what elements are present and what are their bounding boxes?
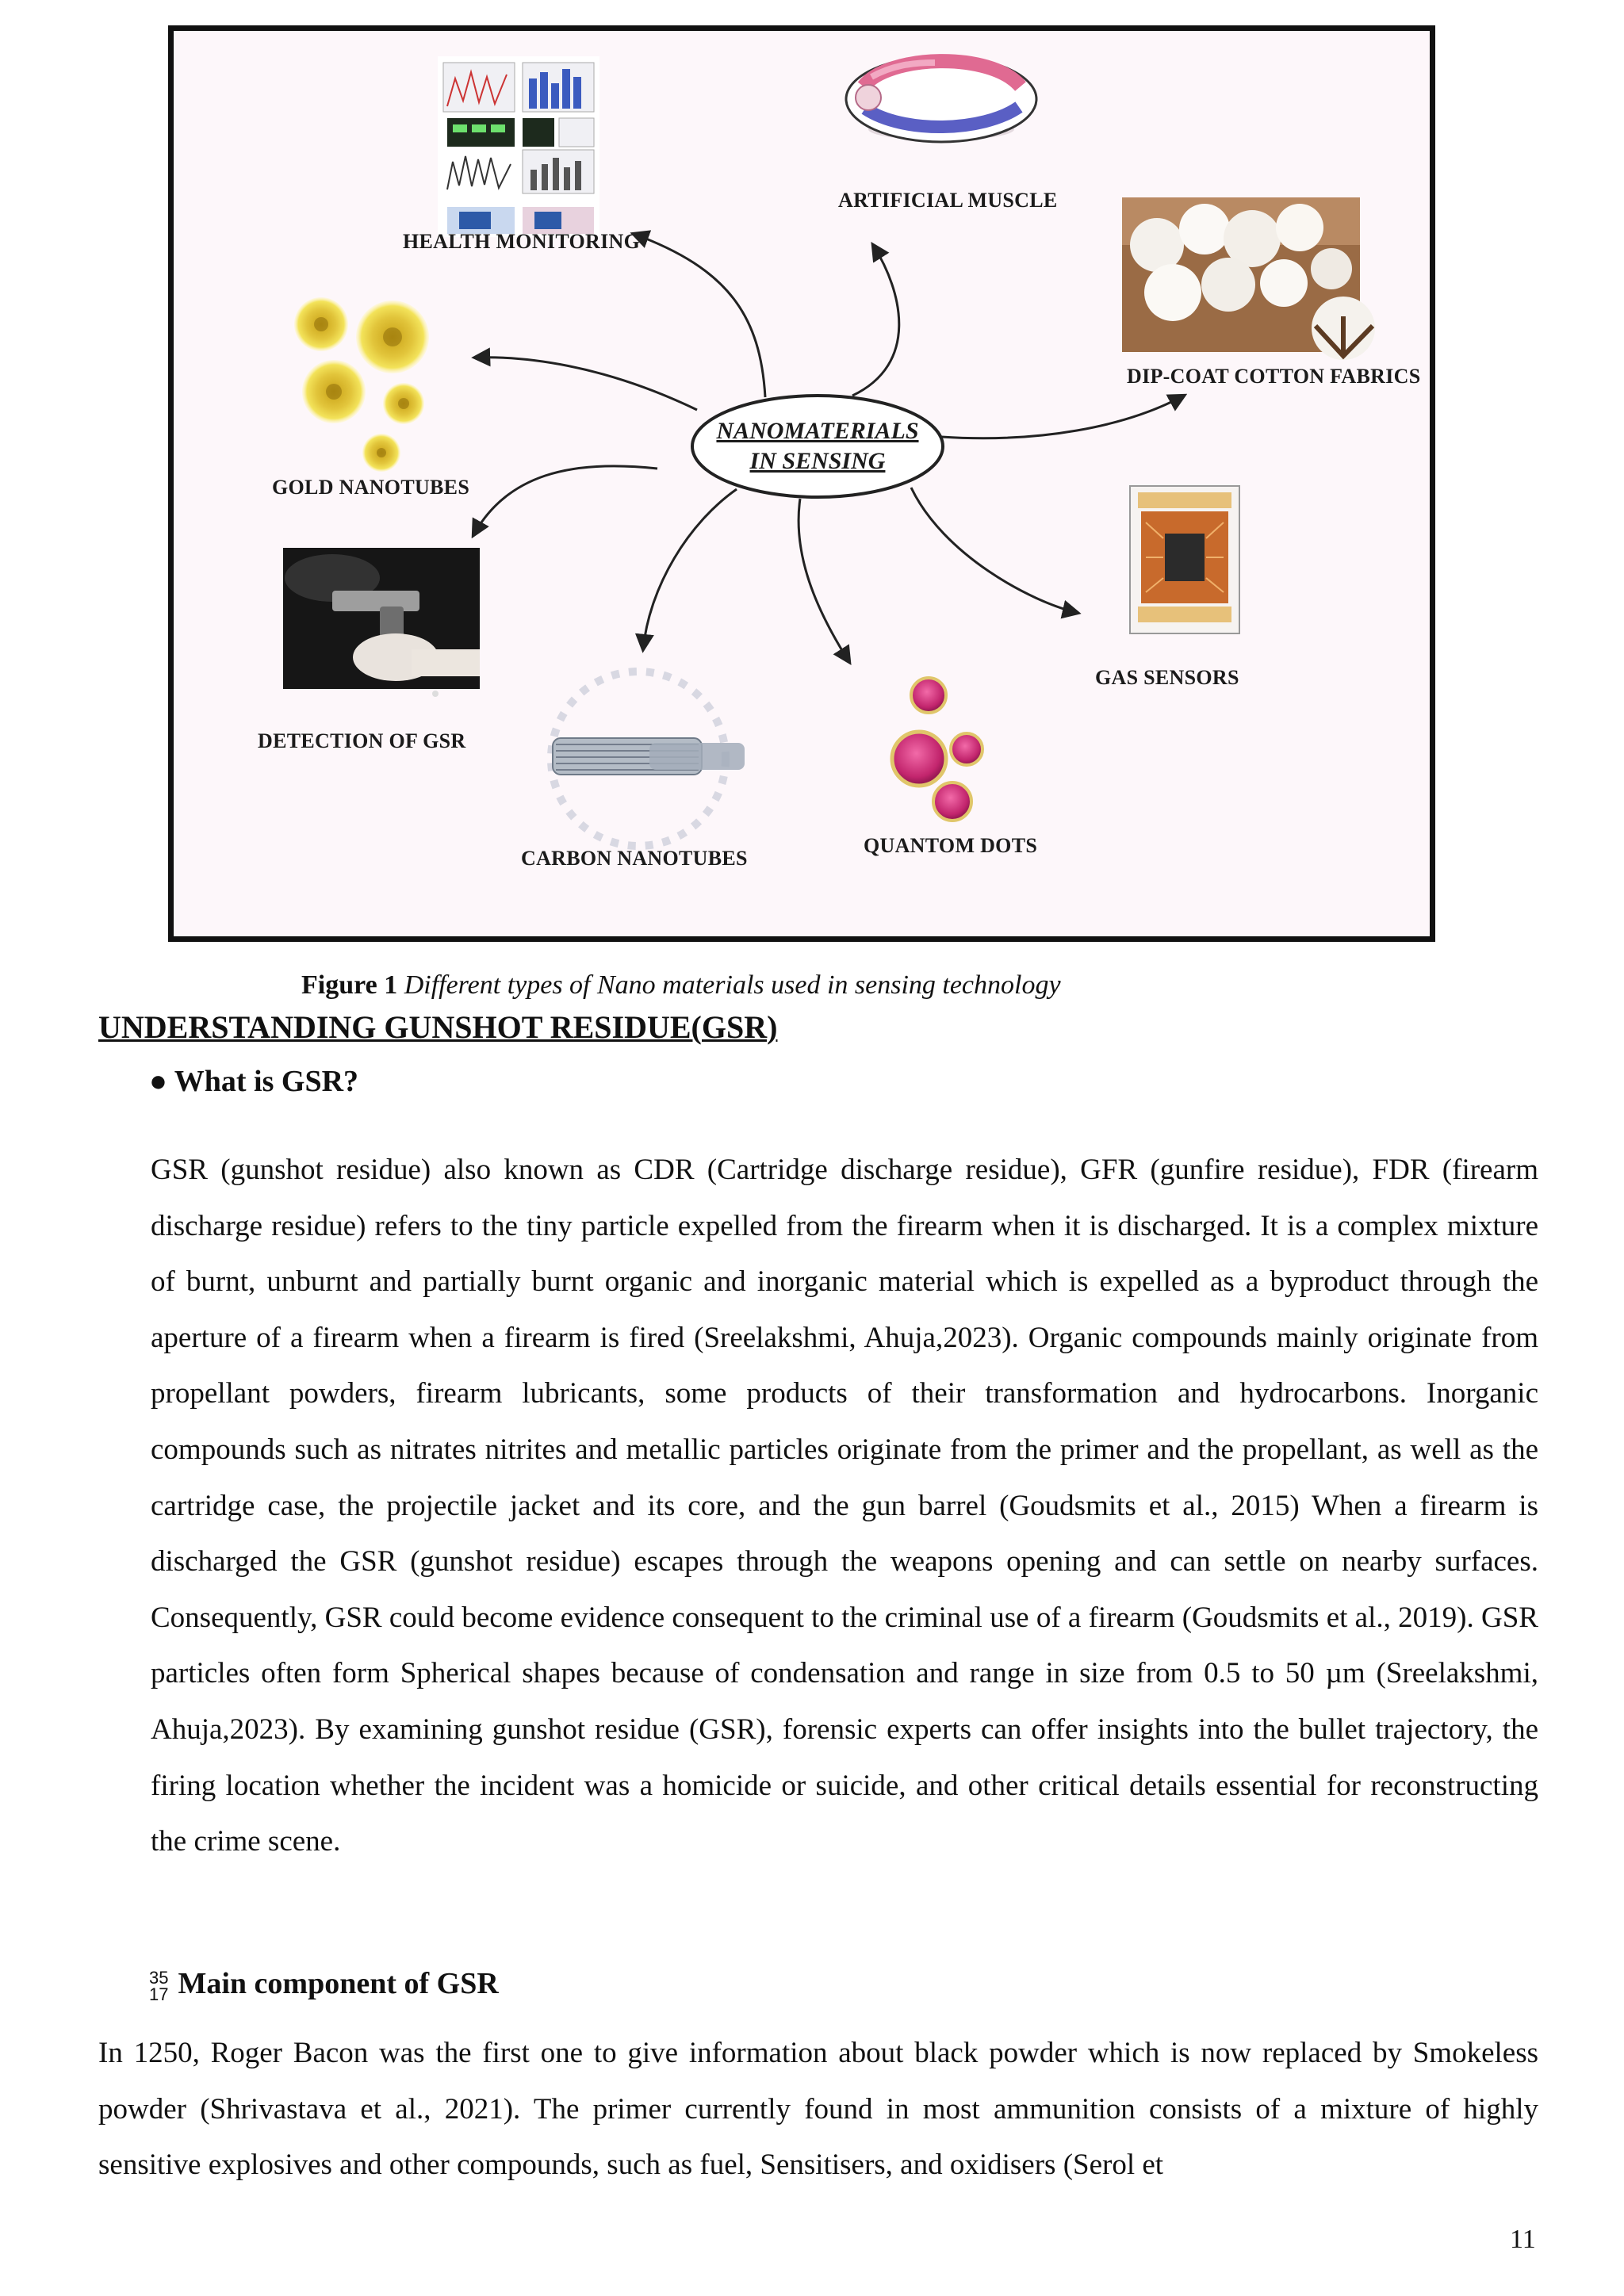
center-title-line1: NANOMATERIALS	[716, 418, 919, 444]
isotope-number: 17	[149, 1984, 169, 2005]
subheading-main-component	[149, 1966, 499, 2003]
arrow-muscle	[852, 245, 899, 396]
artificial-muscle-image	[846, 56, 1036, 142]
arrow-gsr	[473, 466, 657, 535]
label-detection-of-gsr: DETECTION OF GSR	[258, 729, 466, 752]
center-node	[692, 396, 943, 497]
label-carbon-nanotubes: CARBON NANOTUBES	[521, 847, 748, 870]
page-number: 11	[1510, 2225, 1536, 2254]
section-title: UNDERSTANDING GUNSHOT RESIDUE(GSR)	[98, 1009, 778, 1045]
label-quantom-dots: QUANTOM DOTS	[864, 834, 1038, 857]
paragraph-main-component: In 1250, Roger Bacon was the first one to give information about black powder which is now replaced by Smokeless powder (Shrivastava et al., 2021). The primer currently found in most ammunition consists of a mixture of highly sensitive explosives and other compounds, such as fuel, Sensitisers, and oxidisers (Serol et	[98, 2037, 1538, 2182]
arrow-quantum	[799, 499, 849, 662]
carbon-nanotubes-image	[551, 672, 745, 846]
label-gold-nanotubes: GOLD NANOTUBES	[272, 476, 470, 499]
health-monitoring-image	[438, 56, 599, 237]
figure-caption-text: Different types of Nano materials used in sensing technology	[404, 970, 1061, 1000]
figure-caption	[301, 970, 1061, 1001]
paragraph-what-is-gsr: GSR (gunshot residue) also known as CDR (Cartridge discharge residue), GFR (gunfire residue), FDR (firearm discharge residue) refers to the tiny particle expelled from the firearm when it is discharged. It is a complex mixture of burnt, unburnt and partially burnt organic and inorganic material which is expelled as a byproduct through the aperture of a firearm when a firearm is fired (Sreelakshmi, Ahuja,2023). Organic compounds mainly originate from propellant powders, firearm lubricants, some products of their transformation and hydrocarbons. Inorganic compounds such as nitrates nitrites and metallic particles originate from the primer and the propellant, as well as the cartridge case, the projectile jacket and its core, and the gun barrel (Goudsmits et al., 2015) When a firearm is discharged the GSR (gunshot residue) escapes through the weapons opening and can settle on nearby surfaces. Consequently, GSR could become evidence consequent to the criminal use of a firearm (Goudsmits et al., 2019). GSR particles often form Spherical shapes because of condensation and range in size from 0.5 to 50 µm (Sreelakshmi, Ahuja,2023). By examining gunshot residue (GSR), forensic experts can offer insights into the bullet trajectory, the firing location whether the incident was a homicide or suicide, and other critical details essential for reconstructing the crime scene.	[151, 1154, 1538, 1858]
isotope-mass: 35	[149, 1968, 169, 1988]
label-gas-sensors: GAS SENSORS	[1095, 666, 1239, 689]
arrow-health	[634, 234, 765, 397]
center-title-line2: IN SENSING	[749, 448, 886, 474]
figure-diagram	[174, 31, 1430, 936]
figure-caption-label: Figure 1	[301, 970, 398, 1000]
gold-nanotubes-image	[294, 297, 429, 472]
label-dip-coat-cotton: DIP-COAT COTTON FABRICS	[1127, 365, 1421, 388]
label-artificial-muscle: ARTIFICIAL MUSCLE	[838, 189, 1058, 212]
quantum-dots-image	[892, 678, 982, 821]
arrow-cotton	[941, 396, 1184, 438]
isotope-notation	[149, 1969, 168, 2003]
arrow-gas	[911, 488, 1078, 613]
figure-nanomaterials	[168, 25, 1435, 942]
arrow-carbon	[643, 489, 737, 649]
gas-sensors-image	[1130, 486, 1239, 633]
cotton-fabrics-image	[1122, 197, 1375, 360]
arrow-gold	[475, 358, 697, 410]
label-health-monitoring: HEALTH MONITORING	[403, 230, 641, 253]
detection-of-gsr-image	[283, 548, 480, 697]
subheading-text: Main component of GSR	[178, 1967, 499, 2000]
bullet-heading-what-is-gsr: ● What is GSR?	[149, 1065, 359, 1098]
